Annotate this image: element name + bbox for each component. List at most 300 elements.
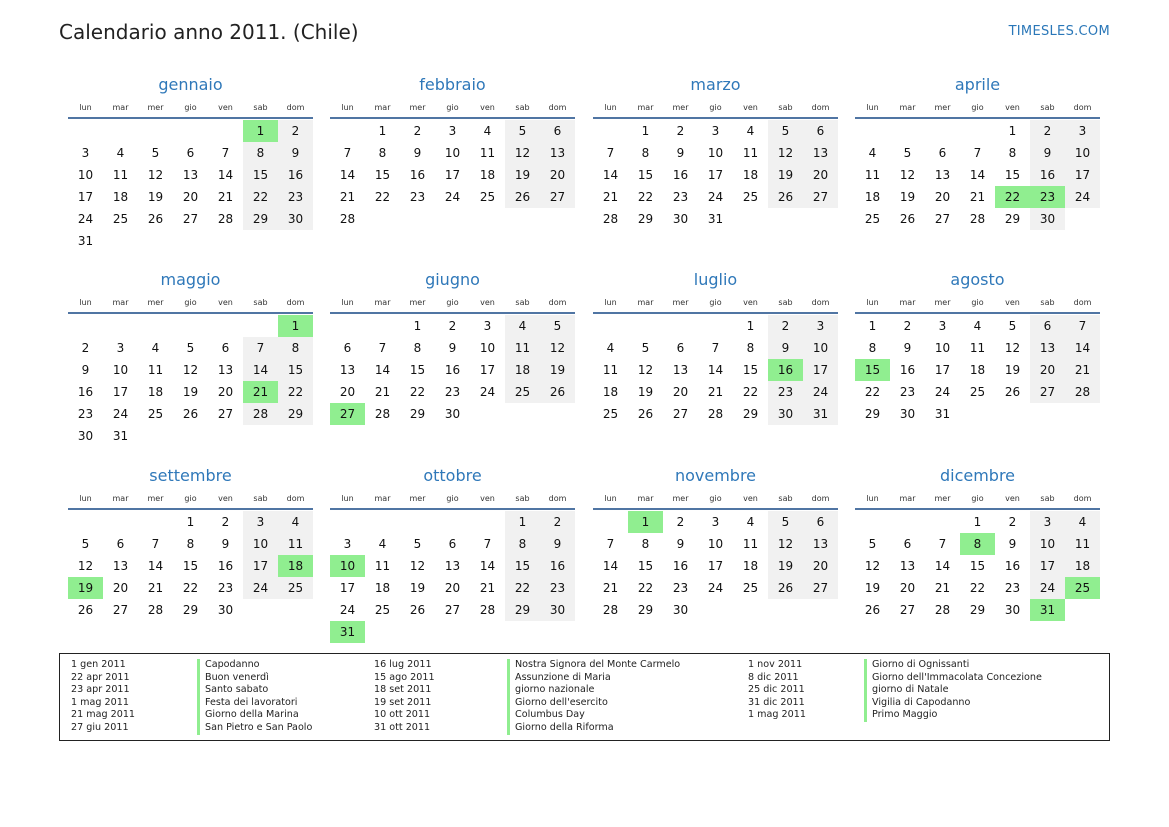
day-cell: 11	[374, 559, 391, 573]
day-cell: 19	[864, 581, 881, 595]
day-cell: 10	[934, 341, 951, 355]
week-row	[855, 120, 1100, 142]
day-cell: 10	[444, 146, 461, 160]
day-cell: 17	[339, 581, 356, 595]
day-cell: 29	[864, 407, 881, 421]
weekday-header	[68, 101, 313, 117]
day-cell: 6	[903, 537, 912, 551]
weekday-label: ven	[480, 494, 495, 503]
weekday-label: mar	[374, 494, 391, 503]
weekday-label: gio	[709, 494, 722, 503]
weekday-header	[330, 296, 575, 312]
weekday-label: mar	[899, 298, 916, 307]
day-cell: 25	[112, 212, 129, 226]
legend-holiday-name: giorno nazionale	[507, 684, 680, 697]
day-cell: 4	[1065, 511, 1100, 533]
empty-cell	[68, 120, 103, 142]
day-cell: 18	[374, 581, 391, 595]
day-cell: 28	[217, 212, 234, 226]
week-row	[855, 164, 1100, 186]
week-row	[330, 359, 575, 381]
day-cell: 10	[479, 341, 496, 355]
day-cell: 10	[77, 168, 94, 182]
day-cell: 22	[278, 381, 313, 403]
day-cell: 24	[934, 385, 951, 399]
day-cell: 1	[378, 124, 387, 138]
day-cell: 31	[77, 234, 94, 248]
weekday-label: lun	[866, 103, 879, 112]
day-cell: 13	[182, 168, 199, 182]
day-cell: 11	[479, 146, 496, 160]
day-cell: 6	[221, 341, 230, 355]
empty-cell	[68, 315, 103, 337]
week-row	[855, 511, 1100, 533]
weekday-label: gio	[971, 494, 984, 503]
legend-date: 8 dic 2011	[748, 671, 799, 683]
day-cell: 3	[938, 319, 947, 333]
week-row	[855, 359, 1100, 381]
day-cell: 30	[278, 208, 313, 230]
day-cell: 3	[243, 511, 278, 533]
weekday-label: sab	[253, 103, 268, 112]
day-cell: 16	[672, 559, 689, 573]
day-cell: 30	[768, 403, 803, 425]
day-cell: 29	[1004, 212, 1021, 226]
day-cell: 17	[1030, 555, 1065, 577]
day-cell: 15	[742, 363, 759, 377]
legend-holiday-name: Giorno di Ognissanti	[864, 659, 1042, 672]
day-cell: 7	[221, 146, 230, 160]
holiday-day: 25	[1065, 577, 1100, 599]
day-cell: 26	[182, 407, 199, 421]
day-cell: 16	[77, 385, 94, 399]
legend-names	[197, 659, 312, 735]
week-row	[593, 120, 838, 142]
weekday-label: gio	[184, 103, 197, 112]
weekday-label: lun	[866, 298, 879, 307]
day-cell: 5	[81, 537, 90, 551]
day-cell: 19	[768, 164, 803, 186]
day-cell: 4	[278, 511, 313, 533]
day-cell: 2	[1030, 120, 1065, 142]
day-cell: 30	[540, 599, 575, 621]
day-cell: 6	[676, 341, 685, 355]
day-cell: 15	[1004, 168, 1021, 182]
day-cell: 6	[1030, 315, 1065, 337]
day-cell: 8	[746, 341, 755, 355]
month-name: marzo	[690, 75, 741, 94]
day-cell: 29	[637, 603, 654, 617]
weekday-header	[855, 296, 1100, 312]
page-title: Calendario anno 2011. (Chile)	[59, 20, 359, 44]
day-cell: 24	[77, 212, 94, 226]
day-cell: 28	[707, 407, 724, 421]
day-cell: 13	[444, 559, 461, 573]
day-cell: 13	[1030, 337, 1065, 359]
month-febbraio	[330, 74, 575, 230]
weekday-label: dom	[811, 494, 830, 503]
day-cell: 30	[1030, 208, 1065, 230]
day-cell: 29	[243, 208, 278, 230]
weekday-label: ven	[218, 494, 233, 503]
day-cell: 17	[1065, 164, 1100, 186]
holiday-day: 15	[855, 359, 890, 381]
day-cell: 1	[186, 515, 195, 529]
day-cell: 19	[768, 555, 803, 577]
empty-cell	[505, 208, 540, 230]
holiday-day: 1	[628, 511, 663, 533]
weekday-label: dom	[1073, 103, 1092, 112]
weekday-label: mer	[409, 494, 426, 503]
day-cell: 12	[409, 559, 426, 573]
day-cell: 7	[378, 341, 387, 355]
day-cell: 4	[746, 515, 755, 529]
empty-cell	[173, 120, 208, 142]
day-cell: 18	[112, 190, 129, 204]
week-row	[855, 186, 1100, 208]
day-cell: 14	[339, 168, 356, 182]
day-cell: 17	[803, 359, 838, 381]
day-cell: 15	[637, 168, 654, 182]
legend-date: 1 mag 2011	[71, 696, 129, 708]
day-cell: 22	[409, 385, 426, 399]
day-cell: 16	[1030, 164, 1065, 186]
day-cell: 6	[116, 537, 125, 551]
day-cell: 17	[707, 559, 724, 573]
holiday-day: 22	[995, 186, 1030, 208]
day-cell: 11	[864, 168, 881, 182]
day-cell: 27	[934, 212, 951, 226]
weekday-label: mar	[637, 298, 654, 307]
divider	[593, 312, 838, 314]
legend-holiday-name: Assunzione di Maria	[507, 672, 680, 685]
day-cell: 20	[339, 385, 356, 399]
month-name: luglio	[693, 270, 738, 289]
empty-cell	[505, 403, 540, 425]
empty-cell	[768, 599, 803, 621]
day-cell: 18	[864, 190, 881, 204]
weekday-label: mer	[672, 103, 689, 112]
day-cell: 24	[243, 577, 278, 599]
day-cell: 8	[641, 146, 650, 160]
weekday-label: ven	[1005, 298, 1020, 307]
day-cell: 29	[742, 407, 759, 421]
day-cell: 5	[768, 511, 803, 533]
day-cell: 12	[1004, 341, 1021, 355]
legend-date: 1 nov 2011	[748, 659, 803, 670]
weekday-label: sab	[1040, 494, 1055, 503]
day-cell: 18	[742, 168, 759, 182]
day-cell: 31	[803, 403, 838, 425]
day-cell: 12	[637, 363, 654, 377]
empty-cell	[173, 425, 208, 447]
day-cell: 20	[803, 164, 838, 186]
day-cell: 18	[602, 385, 619, 399]
week-row	[593, 403, 838, 425]
legend-holiday-name: Giorno dell'esercito	[507, 697, 680, 710]
day-cell: 1	[641, 124, 650, 138]
empty-cell	[925, 120, 960, 142]
day-cell: 25	[742, 581, 759, 595]
week-row	[330, 142, 575, 164]
month-maggio	[68, 269, 313, 447]
empty-cell	[995, 403, 1030, 425]
weekday-label: mar	[112, 298, 129, 307]
empty-cell	[278, 425, 313, 447]
weekday-label: mer	[934, 494, 951, 503]
day-cell: 3	[711, 124, 720, 138]
day-cell: 7	[606, 146, 615, 160]
empty-cell	[138, 120, 173, 142]
day-cell: 23	[409, 190, 426, 204]
legend-date: 22 apr 2011	[71, 671, 130, 683]
day-cell: 27	[444, 603, 461, 617]
day-cell: 28	[479, 603, 496, 617]
legend-holiday-name: Capodanno	[197, 659, 312, 672]
brand-link[interactable]: TIMESLES.COM	[1008, 24, 1110, 39]
week-row	[593, 315, 838, 337]
day-cell: 5	[540, 315, 575, 337]
day-cell: 27	[672, 407, 689, 421]
week-row	[855, 403, 1100, 425]
day-cell: 15	[182, 559, 199, 573]
holiday-day: 19	[68, 577, 103, 599]
day-cell: 8	[413, 341, 422, 355]
day-cell: 14	[969, 168, 986, 182]
day-cell: 21	[934, 581, 951, 595]
weekday-label: lun	[604, 494, 617, 503]
month-name: febbraio	[419, 75, 486, 94]
weekday-label: dom	[548, 298, 567, 307]
empty-cell	[330, 315, 365, 337]
holiday-day: 8	[960, 533, 995, 555]
day-cell: 29	[505, 599, 540, 621]
day-cell: 11	[1065, 533, 1100, 555]
day-cell: 20	[444, 581, 461, 595]
legend-holiday-name: Primo Maggio	[864, 709, 1042, 722]
legend-names	[507, 659, 680, 735]
day-cell: 19	[540, 359, 575, 381]
empty-cell	[505, 621, 540, 643]
day-cell: 25	[374, 603, 391, 617]
day-cell: 21	[217, 190, 234, 204]
day-cell: 16	[217, 559, 234, 573]
holiday-day: 31	[330, 621, 365, 643]
day-cell: 22	[374, 190, 391, 204]
week-row	[855, 533, 1100, 555]
day-cell: 22	[742, 385, 759, 399]
day-cell: 2	[1008, 515, 1017, 529]
weekday-label: ven	[1005, 494, 1020, 503]
day-cell: 30	[672, 212, 689, 226]
day-cell: 11	[278, 533, 313, 555]
day-cell: 4	[746, 124, 755, 138]
empty-cell	[243, 425, 278, 447]
empty-cell	[208, 315, 243, 337]
divider	[68, 508, 313, 510]
legend-holiday-name: Nostra Signora del Monte Carmelo	[507, 659, 680, 672]
month-name: giugno	[425, 270, 480, 289]
empty-cell	[733, 599, 768, 621]
day-cell: 20	[899, 581, 916, 595]
day-cell: 10	[707, 146, 724, 160]
legend-names	[864, 659, 1042, 722]
day-cell: 9	[1008, 537, 1017, 551]
day-cell: 12	[768, 142, 803, 164]
empty-cell	[890, 120, 925, 142]
day-cell: 20	[217, 385, 234, 399]
day-cell: 12	[505, 142, 540, 164]
legend-date: 10 ott 2011	[374, 709, 431, 721]
weekday-label: mar	[112, 103, 129, 112]
weekday-label: dom	[286, 298, 305, 307]
day-cell: 13	[112, 559, 129, 573]
legend-dates	[71, 659, 135, 735]
day-cell: 5	[413, 537, 422, 551]
day-cell: 14	[374, 363, 391, 377]
day-cell: 2	[413, 124, 422, 138]
weekday-label: sab	[1040, 298, 1055, 307]
weekday-label: gio	[971, 298, 984, 307]
weekday-label: dom	[548, 494, 567, 503]
day-cell: 7	[711, 341, 720, 355]
day-cell: 8	[1008, 146, 1017, 160]
day-cell: 7	[973, 146, 982, 160]
week-row	[593, 142, 838, 164]
day-cell: 4	[483, 124, 492, 138]
day-cell: 14	[1065, 337, 1100, 359]
day-cell: 10	[707, 537, 724, 551]
day-cell: 5	[1008, 319, 1017, 333]
week-row	[68, 425, 313, 447]
day-cell: 21	[602, 190, 619, 204]
day-cell: 2	[676, 124, 685, 138]
empty-cell	[330, 120, 365, 142]
day-cell: 7	[243, 337, 278, 359]
empty-cell	[470, 208, 505, 230]
week-row	[330, 555, 575, 577]
week-row	[330, 315, 575, 337]
day-cell: 9	[1030, 142, 1065, 164]
day-cell: 20	[934, 190, 951, 204]
month-novembre	[593, 465, 838, 621]
day-cell: 23	[672, 581, 689, 595]
weekday-header	[593, 101, 838, 117]
week-row	[855, 555, 1100, 577]
month-agosto	[855, 269, 1100, 425]
day-cell: 31	[707, 212, 724, 226]
weekday-label: ven	[743, 103, 758, 112]
day-cell: 22	[969, 581, 986, 595]
day-cell: 14	[602, 168, 619, 182]
day-cell: 16	[409, 168, 426, 182]
weekday-label: lun	[341, 298, 354, 307]
empty-cell	[663, 315, 698, 337]
empty-cell	[173, 230, 208, 252]
day-cell: 13	[217, 363, 234, 377]
day-cell: 24	[1065, 186, 1100, 208]
weekday-label: dom	[286, 103, 305, 112]
day-cell: 23	[768, 381, 803, 403]
weekday-label: mer	[409, 298, 426, 307]
month-name: ottobre	[423, 466, 482, 485]
day-cell: 12	[768, 533, 803, 555]
day-cell: 22	[637, 190, 654, 204]
day-cell: 27	[803, 577, 838, 599]
weekday-header	[855, 492, 1100, 508]
week-row	[330, 599, 575, 621]
week-row	[855, 599, 1100, 621]
day-cell: 28	[602, 212, 619, 226]
day-cell: 7	[938, 537, 947, 551]
day-cell: 8	[186, 537, 195, 551]
day-cell: 19	[147, 190, 164, 204]
day-cell: 18	[742, 559, 759, 573]
weekday-label: lun	[604, 298, 617, 307]
day-cell: 16	[899, 363, 916, 377]
day-cell: 9	[278, 142, 313, 164]
day-cell: 1	[413, 319, 422, 333]
weekday-label: lun	[79, 103, 92, 112]
weekday-label: lun	[866, 494, 879, 503]
day-cell: 1	[973, 515, 982, 529]
day-cell: 11	[742, 537, 759, 551]
empty-cell	[540, 621, 575, 643]
day-cell: 23	[444, 385, 461, 399]
week-row	[330, 403, 575, 425]
legend-holiday-name: Columbus Day	[507, 709, 680, 722]
legend-date: 1 gen 2011	[71, 659, 126, 670]
month-name: maggio	[160, 270, 221, 289]
day-cell: 5	[186, 341, 195, 355]
day-cell: 26	[409, 603, 426, 617]
weekday-label: mer	[934, 103, 951, 112]
day-cell: 22	[243, 186, 278, 208]
day-cell: 23	[1004, 581, 1021, 595]
day-cell: 9	[903, 341, 912, 355]
weekday-label: sab	[253, 298, 268, 307]
empty-cell	[208, 230, 243, 252]
day-cell: 2	[768, 315, 803, 337]
day-cell: 27	[803, 186, 838, 208]
empty-cell	[330, 511, 365, 533]
empty-cell	[400, 621, 435, 643]
week-row	[330, 120, 575, 142]
week-row	[593, 577, 838, 599]
day-cell: 21	[147, 581, 164, 595]
day-cell: 24	[479, 385, 496, 399]
legend-date: 23 apr 2011	[71, 684, 130, 696]
day-cell: 23	[278, 186, 313, 208]
weekday-label: mer	[409, 103, 426, 112]
weekday-label: dom	[811, 103, 830, 112]
legend-date: 31 ott 2011	[374, 721, 431, 733]
holiday-day: 10	[330, 555, 365, 577]
day-cell: 20	[112, 581, 129, 595]
day-cell: 15	[278, 359, 313, 381]
day-cell: 19	[637, 385, 654, 399]
day-cell: 8	[378, 146, 387, 160]
day-cell: 15	[969, 559, 986, 573]
day-cell: 5	[505, 120, 540, 142]
weekday-label: gio	[709, 298, 722, 307]
day-cell: 10	[112, 363, 129, 377]
day-cell: 3	[483, 319, 492, 333]
day-cell: 24	[803, 381, 838, 403]
weekday-label: mar	[637, 494, 654, 503]
week-row	[593, 164, 838, 186]
weekday-label: sab	[778, 494, 793, 503]
